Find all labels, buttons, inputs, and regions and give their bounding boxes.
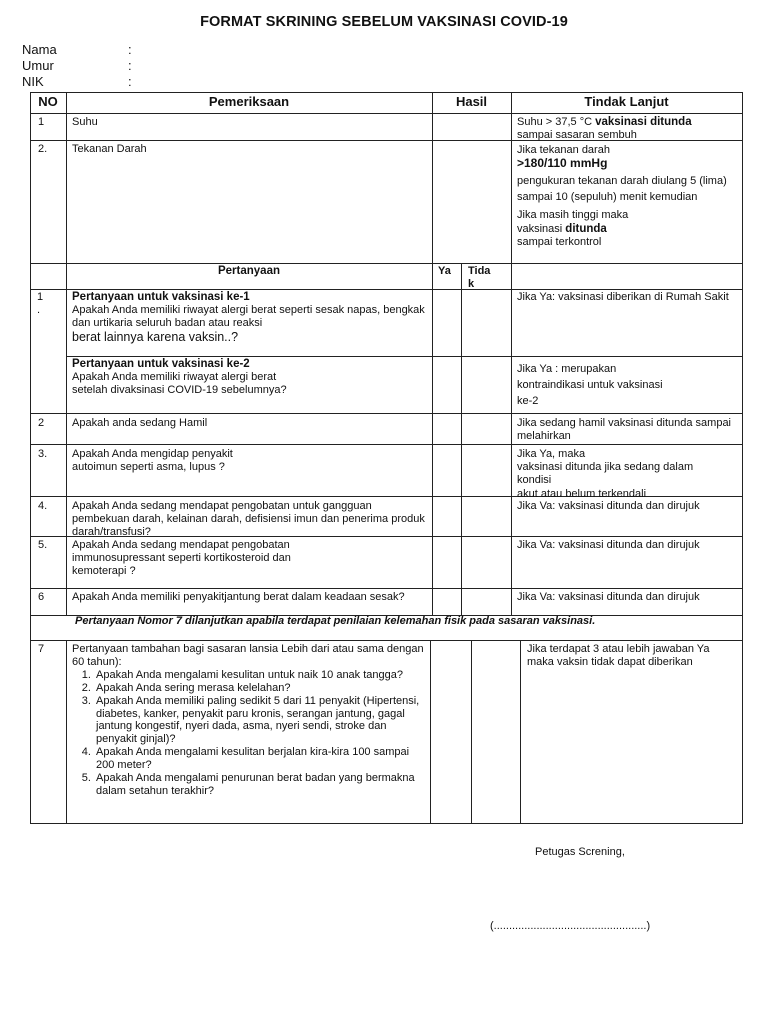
row-no: 2. — [38, 143, 48, 155]
page-title: FORMAT SKRINING SEBELUM VAKSINASI COVID-19 — [200, 14, 568, 30]
exam-action-bold: >180/110 mmHg — [517, 156, 608, 171]
table-rule — [30, 823, 743, 824]
question-action: Jika sedang hamil vaksinasi ditunda sampai melahirkan — [517, 417, 732, 443]
row-no: 4. — [38, 500, 48, 512]
table-rule — [30, 640, 743, 641]
question-action — [517, 448, 739, 501]
row-no: 2 — [38, 417, 45, 429]
exam-action-bold: vaksinasi ditunda — [595, 116, 692, 128]
exam-action-text: sampai sasaran sembuh — [517, 129, 637, 142]
note-row: Pertanyaan Nomor 7 dilanjutkan apabila terdapat penilaian kelemahan fisik pada sasaran vaksinasi. — [75, 615, 596, 627]
question-text: Apakah Anda mengidap penyakit — [72, 448, 233, 460]
question-autoimun — [72, 448, 428, 474]
question-lansia — [72, 643, 426, 798]
question-vaksinasi-1 — [72, 291, 428, 344]
table-rule — [432, 92, 433, 264]
lansia-question-list — [72, 669, 426, 798]
exam-item: Tekanan Darah — [72, 143, 147, 155]
table-rule — [66, 356, 743, 357]
question-action-text: ke-2 — [517, 395, 539, 407]
table-rule — [30, 444, 743, 445]
exam-action-text: Suhu > 37,5 °C — [517, 116, 596, 128]
table-rule — [432, 263, 433, 616]
table-rule — [742, 92, 743, 824]
exam-action-text: sampai terkontrol — [517, 235, 602, 248]
question-action: Jika Va: vaksinasi ditunda dan dirujuk — [517, 539, 700, 551]
header-pertanyaan: Pertanyaan — [217, 265, 280, 277]
table-rule — [66, 92, 67, 616]
question-text: autoimun seperti asma, lupus ? — [72, 461, 225, 474]
question-action: Jika Va: vaksinasi ditunda dan dirujuk — [517, 500, 700, 512]
signature-line: (..................................................) — [490, 920, 651, 932]
lansia-question-item: 1. Apakah Anda mengalami kesulitan untuk naik 10 anak tangga? — [94, 669, 426, 682]
header-tidak-part: k — [468, 278, 475, 291]
question-text: kemoterapi ? — [72, 565, 136, 578]
question-text: immunosupressant seperti kortikosteroid dan — [72, 552, 291, 565]
exam-action-text: Jika tekanan darah — [517, 144, 610, 156]
question-action-text: akut atau belum terkendali — [517, 487, 647, 500]
exam-action — [517, 116, 739, 142]
question-text: Apakah Anda sedang mendapat pengobatan untuk gangguan pembekuan darah, kelainan darah, defisiensi imun dan penerima produk darah/transfusi? — [72, 500, 425, 539]
lansia-question-item: 5. Apakah Anda mengalami penurunan berat badan yang bermakna dalam setahun terakhir? — [94, 772, 426, 798]
table-rule — [511, 92, 512, 616]
question-action — [517, 361, 739, 409]
question-action: Jika Va: vaksinasi ditunda dan dirujuk — [517, 591, 700, 603]
table-rule — [30, 92, 31, 824]
identity-age-label: Umur — [22, 58, 54, 73]
signature-label: Petugas Screning, — [535, 846, 625, 858]
row-no: 1 — [38, 116, 45, 128]
identity-name-sep: : — [128, 42, 132, 57]
exam-item: Suhu — [72, 116, 98, 128]
question-title: Pertanyaan untuk vaksinasi ke-1 — [72, 291, 250, 303]
table-rule — [30, 289, 743, 290]
table-rule — [30, 263, 743, 264]
table-rule — [30, 588, 743, 589]
exam-action-text: pengukuran tekanan darah diulang 5 (lima) sampai 10 (sepuluh) menit kemudian — [517, 175, 727, 204]
exam-action-text: vaksinasi — [517, 222, 566, 235]
row-no-part: 1 — [37, 291, 44, 303]
identity-nik — [22, 74, 132, 90]
question-title: Pertanyaan untuk vaksinasi ke-2 — [72, 358, 250, 370]
question-action-text: kontraindikasi untuk vaksinasi — [517, 379, 663, 391]
header-tidak — [468, 265, 490, 291]
header-tindak-lanjut: Tindak Lanjut — [584, 94, 669, 109]
question-vaksinasi-2 — [72, 358, 428, 398]
table-rule — [30, 92, 743, 93]
lansia-question-item: 4. Apakah Anda mengalami kesulitan berjalan kira-kira 100 sampai 200 meter? — [94, 746, 426, 772]
identity-nik-sep: : — [128, 74, 132, 89]
identity-age — [22, 58, 132, 74]
table-rule — [430, 640, 431, 824]
header-pemeriksaan: Pemeriksaan — [208, 94, 290, 109]
question-text: Apakah Anda memiliki riwayat alergi berat — [72, 371, 277, 384]
header-ya: Ya — [438, 265, 451, 277]
header-hasil: Hasil — [455, 94, 488, 109]
table-rule — [66, 640, 67, 824]
identity-age-sep: : — [128, 58, 132, 73]
question-text: Apakah anda sedang Hamil — [72, 417, 208, 429]
question-action-text: Jika Ya, maka — [517, 448, 586, 460]
row-no: 5. — [38, 539, 48, 551]
question-immunosupressant — [72, 539, 428, 579]
lansia-question-item: 3. Apakah Anda memiliki paling sedikit 5 dari 11 penyakit (Hipertensi, diabetes, kanker, penyakit paru kronis, serangan jantung, gagal jantung kongestif, nyeri dada, asma, nyeri sendi, stroke dan penyakit ginjal)? — [94, 695, 426, 747]
row-no: 3. — [38, 448, 48, 460]
question-text: Apakah Anda memiliki penyakitjantung berat dalam keadaan sesak? — [72, 591, 405, 603]
table-rule — [30, 113, 743, 114]
question-text: Apakah Anda memiliki riwayat alergi berat seperti sesak napas, bengkak dan urtikaria seluruh badan atau reaksi — [72, 304, 425, 330]
header-tidak-part: Tida — [468, 265, 491, 277]
question-action-text: vaksinasi ditunda jika sedang dalam kondisi — [517, 461, 694, 487]
question-text: berat lainnya karena vaksin..? — [72, 329, 239, 344]
table-rule — [471, 640, 472, 824]
identity-name-label: Nama — [22, 42, 57, 57]
question-text: Apakah Anda sedang mendapat pengobatan — [72, 539, 290, 551]
row-no: 6 — [38, 591, 45, 603]
question-action: Jika terdapat 3 atau lebih jawaban Ya maka vaksin tidak dapat diberikan — [527, 643, 710, 669]
exam-action-text: Jika masih tinggi maka — [517, 209, 629, 222]
identity-name — [22, 42, 132, 58]
row-no-part: . — [37, 304, 41, 317]
exam-action-bold: ditunda — [565, 222, 607, 235]
identity-nik-label: NIK — [22, 74, 44, 89]
table-rule — [461, 263, 462, 616]
table-rule — [520, 640, 521, 824]
lansia-question-item: 2. Apakah Anda sering merasa kelelahan? — [94, 682, 426, 695]
question-action-text: Jika Ya : merupakan — [517, 363, 617, 375]
row-no: 7 — [38, 643, 45, 655]
header-no: NO — [38, 94, 58, 109]
question-action: Jika Ya: vaksinasi diberikan di Rumah Sakit — [517, 291, 729, 303]
table-rule — [30, 413, 743, 414]
exam-action — [517, 144, 739, 249]
question-text: setelah divaksinasi COVID-19 sebelumnya? — [72, 384, 287, 397]
question-intro: Pertanyaan tambahan bagi sasaran lansia Lebih dari atau sama dengan 60 tahun): — [72, 643, 424, 668]
row-no — [37, 291, 43, 317]
